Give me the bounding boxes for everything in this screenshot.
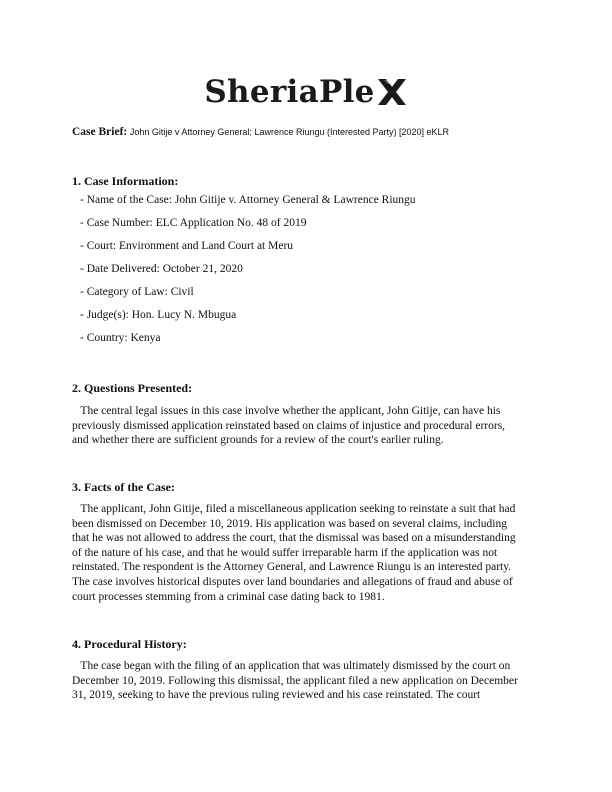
paragraph-line: and whether there are sufficient grounds for a review of the court's earlier ruling.	[72, 434, 444, 447]
logo-x-icon	[376, 77, 408, 107]
paragraph-line: previously dismissed application reinstated based on claims of injustice and procedural errors,	[72, 419, 506, 432]
info-item-country: - Country: Kenya	[80, 332, 161, 344]
section-heading-case-information: 1. Case Information:	[72, 174, 179, 188]
info-item-case-number: - Case Number: ELC Application No. 48 of 2019	[80, 217, 307, 229]
info-item-judges: - Judge(s): Hon. Lucy N. Mbugua	[80, 309, 237, 321]
questions-presented-paragraph	[72, 404, 546, 448]
paragraph-line: The case began with the filing of an application that was ultimately dismissed by the court on	[72, 660, 511, 672]
paragraph-line: been dismissed on December 10, 2019. His application was based on several claims, including	[72, 517, 507, 530]
logo-text: SheriaPle	[204, 74, 375, 110]
info-item-court: - Court: Environment and Land Court at Meru	[80, 240, 294, 252]
case-information-list	[80, 189, 416, 350]
paragraph-line: The case involves historical disputes over land boundaries and allegations of fraud and abuse of	[72, 575, 513, 588]
procedural-history-paragraph	[72, 659, 546, 703]
case-brief-name: John Gitije v Attorney General; Lawrence Riungu (Interested Party) [2020] eKLR	[129, 127, 450, 137]
paragraph-line: The applicant, John Gitije, filed a miscellaneous application seeking to reinstate a suit that had	[72, 503, 516, 515]
paragraph-line: that he was not allowed to address the court, that the dismissal was based on a misunderstanding	[72, 532, 516, 545]
section-heading-procedural-history: 4. Procedural History:	[72, 637, 187, 651]
sheriaplex-logo	[0, 74, 612, 110]
facts-paragraph	[72, 502, 546, 604]
paragraph-line: of the nature of his case, and that he would suffer irreparable harm if the application was not	[72, 546, 498, 559]
info-item-case-name: - Name of the Case: John Gitije v. Attorney General & Lawrence Riungu	[80, 194, 416, 206]
info-item-category: - Category of Law: Civil	[80, 286, 194, 298]
section-heading-questions-presented: 2. Questions Presented:	[72, 381, 193, 395]
paragraph-line: court processes stemming from a criminal case dating back to 1981.	[72, 590, 385, 603]
info-item-date-delivered: - Date Delivered: October 21, 2020	[80, 263, 243, 275]
paragraph-line: 31, 2019, seeking to have the previous ruling reviewed and his case reinstated. The court	[72, 689, 481, 702]
paragraph-line: The central legal issues in this case involve whether the applicant, John Gitije, can have his	[72, 405, 501, 417]
case-brief-label: Case Brief:	[72, 126, 128, 138]
logo-wordmark	[204, 74, 407, 110]
section-heading-facts: 3. Facts of the Case:	[72, 480, 175, 494]
case-brief-title	[72, 126, 552, 138]
paragraph-line: December 10, 2019. Following this dismissal, the applicant filed a new application on December	[72, 674, 518, 687]
paragraph-line: reinstated. The respondent is the Attorney General, and Lawrence Riungu is an interested party.	[72, 561, 512, 574]
